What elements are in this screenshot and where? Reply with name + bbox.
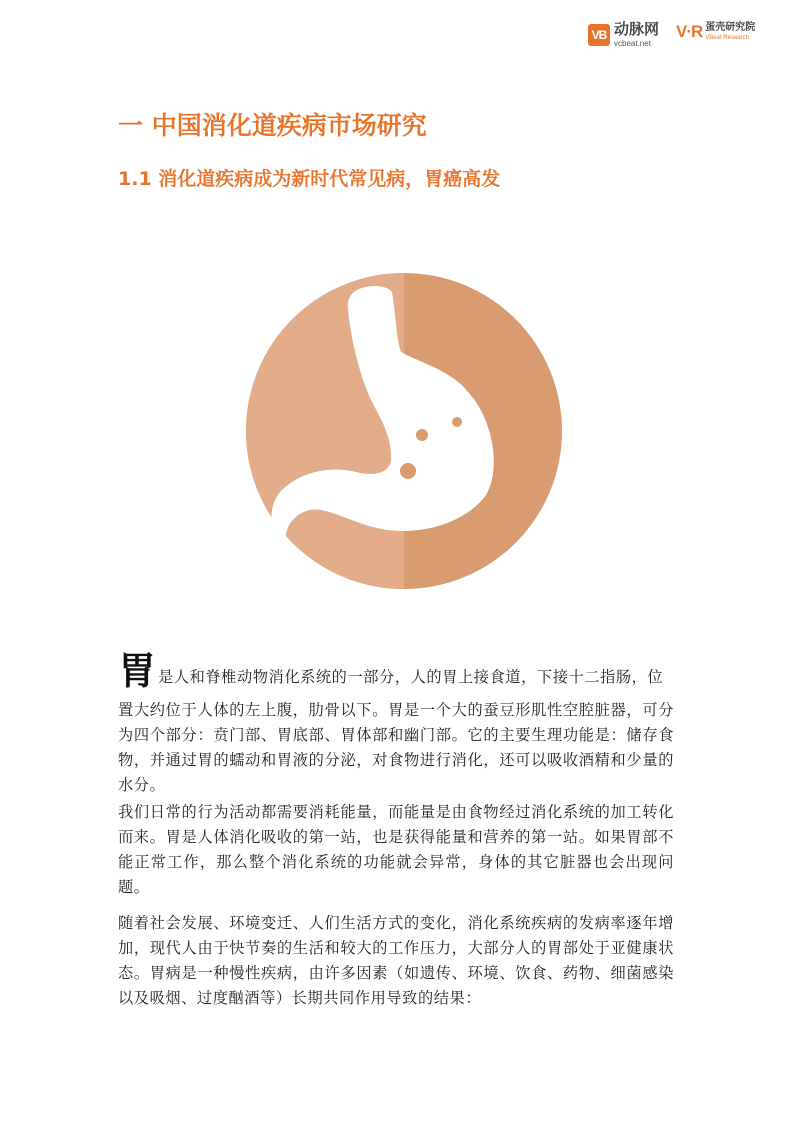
vbeat-research-logo [676,22,755,42]
drop-cap: 胃 [118,648,157,693]
vcbeat-logo [588,22,659,48]
stomach-dot [416,429,428,441]
paragraph-2: 我们日常的行为活动都需要消耗能量，而能量是由食物经过消化系统的加工转化而来。胃是人体消化吸收的第一站，也是获得能量和营养的第一站。如果胃部不能正常工作，那么整个消化系统的功能就会异常，身体的其它脏器也会出现问题。 [118,803,674,896]
stomach-dot [400,463,416,479]
stomach-dot [452,417,462,427]
vbeat-research-logo-mark: V·R [676,22,703,41]
vbeat-research-logo-en: VBeat Research [705,35,749,41]
vcbeat-logo-mark: VB [588,24,610,46]
paragraph-1-lead: 是人和脊椎动物消化系统的一部分，人的胃上接食道，下接十二指肠，位 [158,668,664,686]
paragraph-3: 随着社会发展、环境变迁、人们生活方式的变化，消化系统疾病的发病率逐年增加，现代人由于快节奏的生活和较大的工作压力，大部分人的胃部处于亚健康状态。胃病是一种慢性疾病，由许多因素（如遗传、环境、饮食、药物、细菌感染以及吸烟、过度酗酒等）长期共同作用导致的结果： [118,914,674,1007]
paragraph-1-first-line [118,640,663,695]
vbeat-research-logo-name: 蛋壳研究院 [705,22,756,33]
vcbeat-logo-name: 动脉网 [614,20,660,38]
paragraph-1-body: 置大约位于人体的左上腹，肋骨以下。胃是一个大的蚕豆形肌性空腔脏器，可分为四个部分：贲门部、胃底部、胃体部和幽门部。它的主要生理功能是：储存食物，并通过胃的蠕动和胃液的分泌，对食物进行消化，还可以吸收酒精和少量的水分。 [118,701,674,794]
section-subtitle: 1.1 消化道疾病成为新时代常见病，胃癌高发 [118,168,501,190]
vcbeat-logo-url: vcbeat.net [614,39,651,48]
stomach-icon [246,270,562,592]
section-title: 一 中国消化道疾病市场研究 [118,111,427,140]
